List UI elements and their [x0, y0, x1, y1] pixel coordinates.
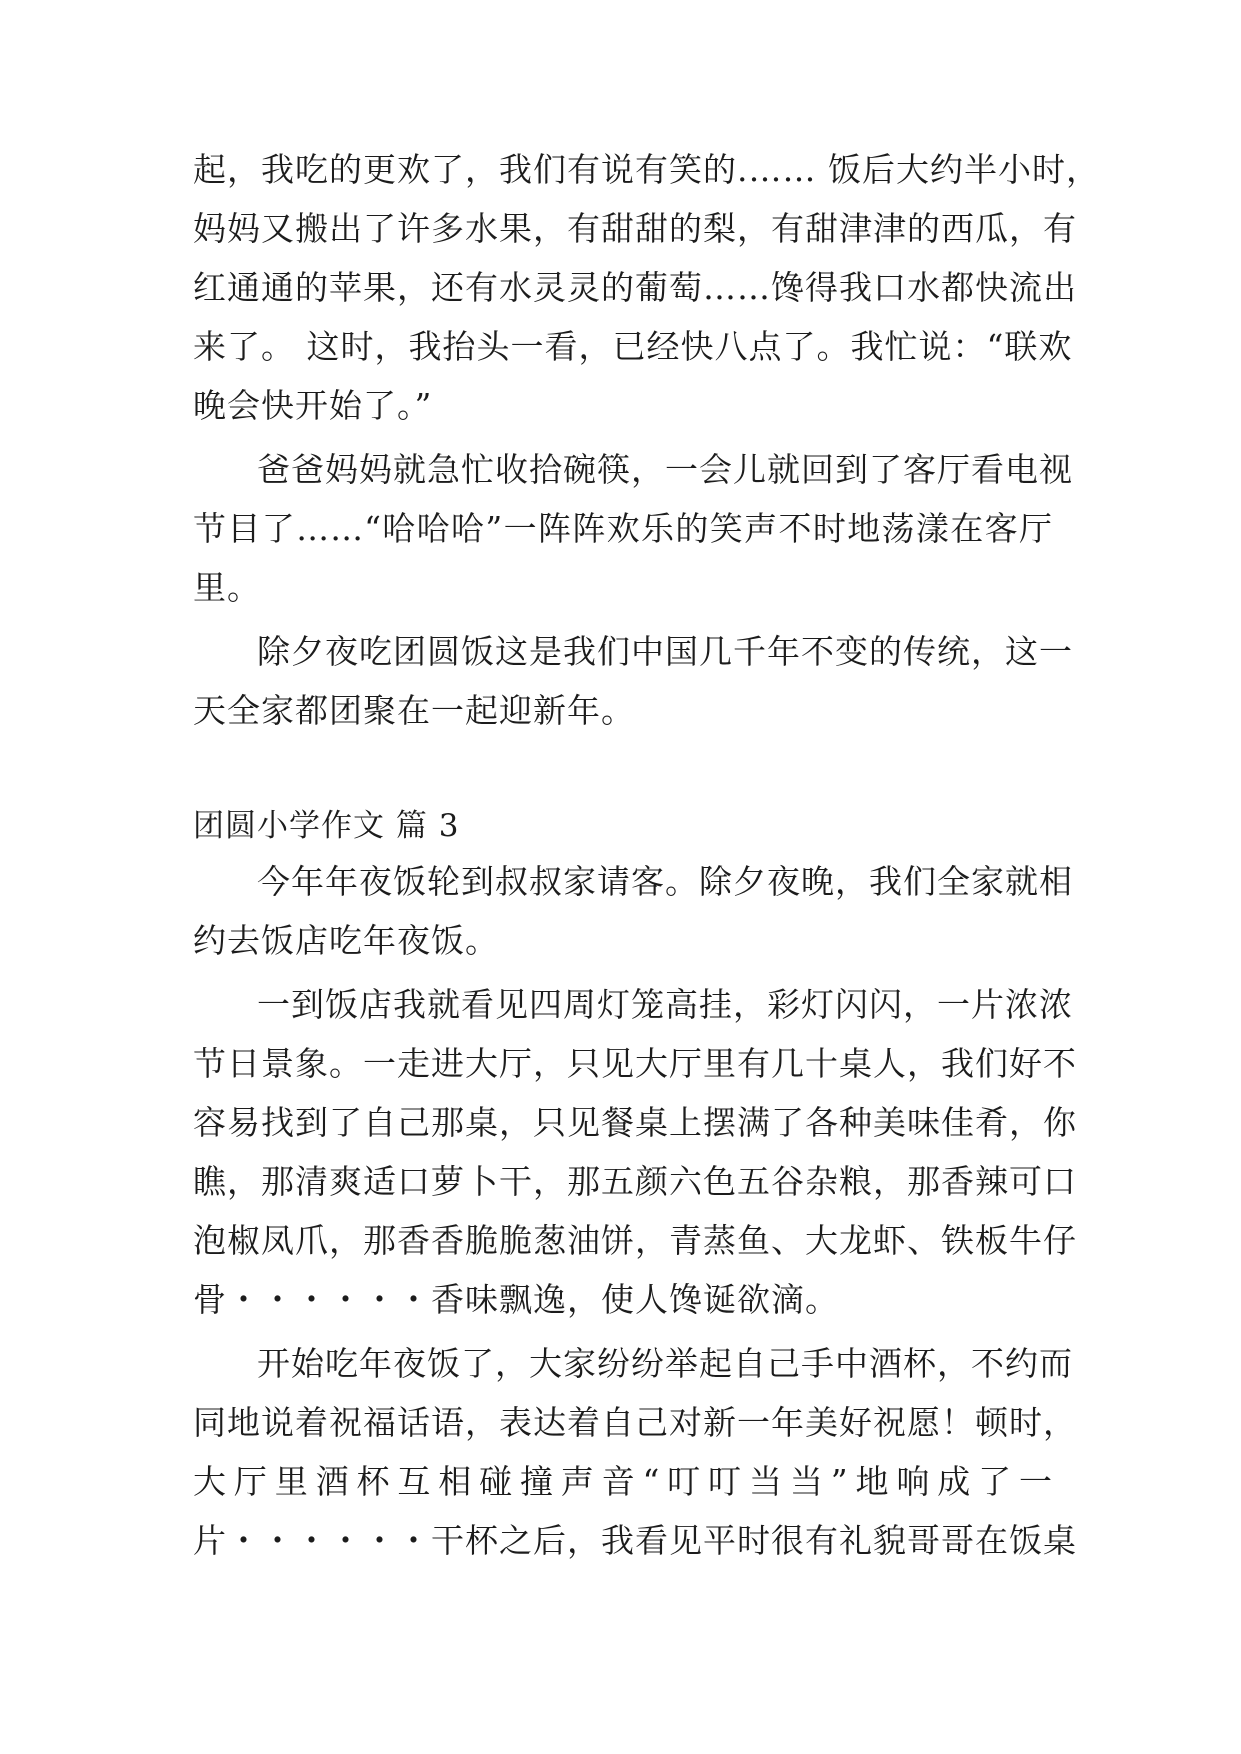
paragraph-line: 今年年夜饭轮到叔叔家请客。除夕夜晚，我们全家就相: [257, 862, 1073, 901]
paragraph-line: 同地说着祝福话语，表达着自己对新一年美好祝愿！顿时，: [193, 1403, 1077, 1442]
paragraph-line: 容易找到了自己那桌，只见餐桌上摆满了各种美味佳肴，你: [193, 1103, 1077, 1142]
paragraph-line: 约去饭店吃年夜饭。: [193, 921, 499, 960]
paragraph-line: 大厅里酒杯互相碰撞声音“叮叮当当”地响成了一: [193, 1462, 1053, 1501]
paragraph-line: 来了。 这时，我抬头一看，已经快八点了。我忙说：“联欢: [193, 327, 1073, 366]
paragraph-line: 一到饭店我就看见四周灯笼高挂，彩灯闪闪，一片浓浓: [257, 985, 1073, 1024]
paragraph-line: 瞧，那清爽适口萝卜干，那五颜六色五谷杂粮，那香辣可口: [193, 1162, 1077, 1201]
paragraph-line: 节目了……“哈哈哈”一阵阵欢乐的笑声不时地荡漾在客厅: [193, 509, 1053, 548]
paragraph-line: 天全家都团聚在一起迎新年。: [193, 691, 635, 730]
paragraph-line: 骨・・・・・・香味飘逸，使人馋诞欲滴。: [193, 1280, 839, 1319]
paragraph-line: 起，我吃的更欢了，我们有说有笑的.…… 饭后大约半小时，: [193, 150, 1100, 189]
paragraph-line: 片・・・・・・干杯之后，我看见平时很有礼貌哥哥在饭桌: [193, 1521, 1077, 1560]
paragraph-line: 红通通的苹果，还有水灵灵的葡萄……馋得我口水都快流出: [193, 268, 1077, 307]
paragraph-line: 里。: [193, 568, 261, 607]
paragraph-line: 除夕夜吃团圆饭这是我们中国几千年不变的传统，这一: [257, 632, 1073, 671]
paragraph-line: 爸爸妈妈就急忙收拾碗筷，一会儿就回到了客厅看电视: [257, 450, 1073, 489]
paragraph-line: 节日景象。一走进大厅，只见大厅里有几十桌人，我们好不: [193, 1044, 1077, 1083]
paragraph-line: 泡椒凤爪，那香香脆脆葱油饼，青蒸鱼、大龙虾、铁板牛仔: [193, 1221, 1077, 1260]
paragraph-line: 晚会快开始了。”: [193, 386, 433, 425]
paragraph-line: 妈妈又搬出了许多水果，有甜甜的梨，有甜津津的西瓜，有: [193, 209, 1077, 248]
paragraph-line: 开始吃年夜饭了，大家纷纷举起自己手中酒杯，不约而: [257, 1344, 1073, 1383]
section-heading: 团圆小学作文 篇 3: [193, 808, 460, 844]
